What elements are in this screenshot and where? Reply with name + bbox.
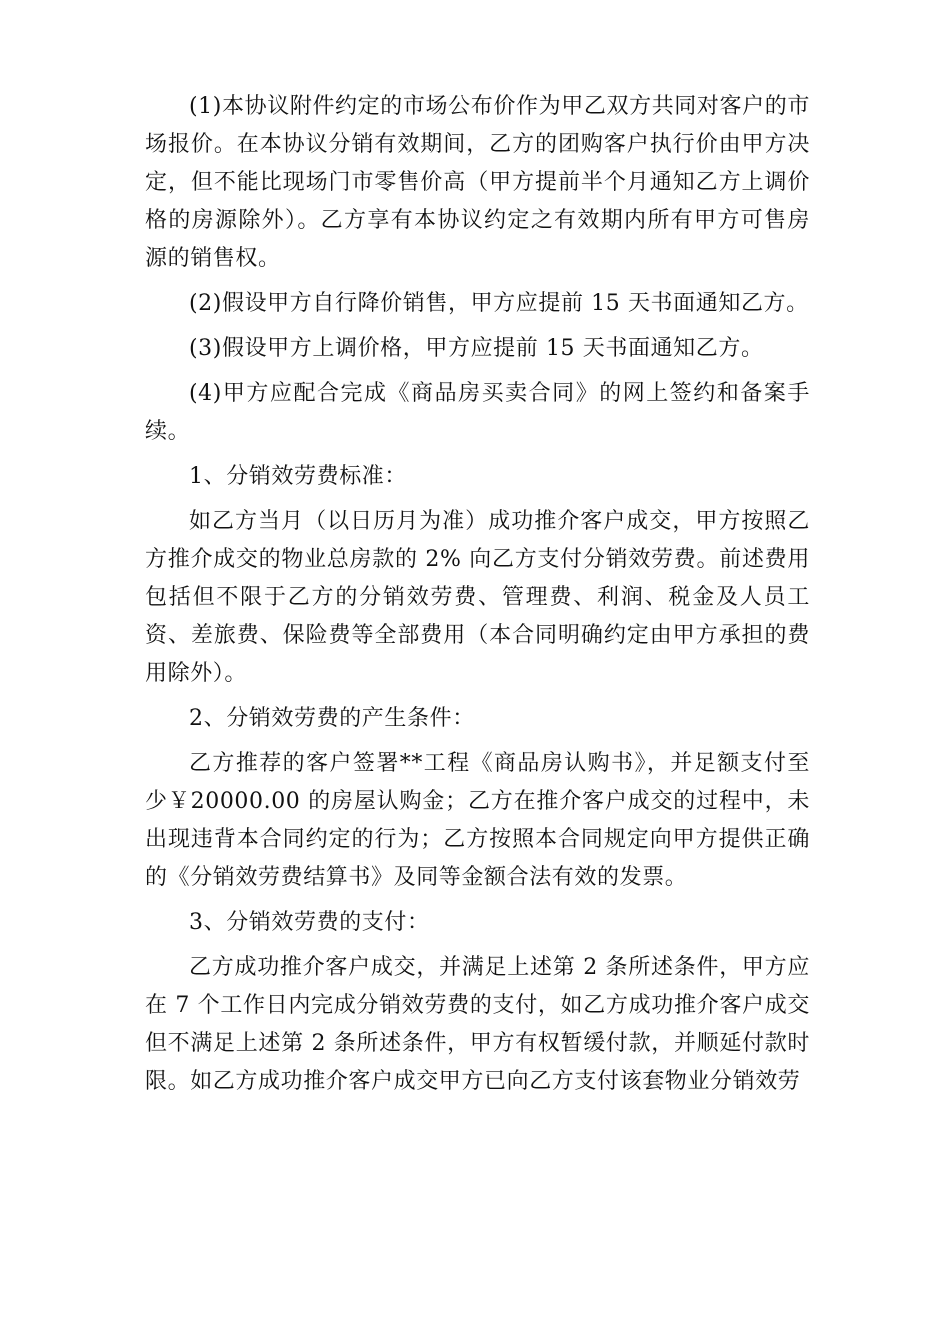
section-heading-fee-payment: 3、分销效劳费的支付： <box>189 910 430 935</box>
clause-2-paragraph: (2)假设甲方自行降价销售，甲方应提前 15 天书面通知乙方。 <box>189 291 809 316</box>
fee-conditions-paragraph: 乙方推荐的客户签署**工程《商品房认购书》，并足额支付至少￥20000.00 的房屋认购金；乙方在推介客户成交的过程中，未出现违背本合同约定的行为；乙方按照本合同规定向甲方提供正确的《分销效劳费结算书》及同等金额合法有效的发票。 <box>145 751 810 890</box>
clause-3-paragraph: (3)假设甲方上调价格，甲方应提前 15 天书面通知乙方。 <box>189 336 764 361</box>
clause-4-paragraph: (4)甲方应配合完成《商品房买卖合同》的网上签约和备案手续。 <box>145 381 810 444</box>
document-page <box>145 88 810 1108</box>
section-heading-fee-standard: 1、分销效劳费标准： <box>189 464 407 489</box>
fee-payment-paragraph: 乙方成功推介客户成交，并满足上述第 2 条所述条件，甲方应在 7 个工作日内完成分销效劳费的支付，如乙方成功推介客户成交但不满足上述第 2 条所述条件，甲方有权暂缓付款，并顺延付款时限。如乙方成功推介客户成交甲方已向乙方支付该套物业分销效劳 <box>145 955 810 1094</box>
fee-standard-paragraph: 如乙方当月（以日历月为准）成功推介客户成交，甲方按照乙方推介成交的物业总房款的 2% 向乙方支付分销效劳费。前述费用包括但不限于乙方的分销效劳费、管理费、利润、税金及人员工资、差旅费、保险费等全部费用（本合同明确约定由甲方承担的费用除外）。 <box>145 509 810 686</box>
section-heading-fee-conditions: 2、分销效劳费的产生条件： <box>189 706 475 731</box>
clause-1-paragraph: (1)本协议附件约定的市场公布价作为甲乙双方共同对客户的市场报价。在本协议分销有效期间，乙方的团购客户执行价由甲方决定，但不能比现场门市零售价高（甲方提前半个月通知乙方上调价格的房源除外）。乙方享有本协议约定之有效期内所有甲方可售房源的销售权。 <box>145 94 810 271</box>
